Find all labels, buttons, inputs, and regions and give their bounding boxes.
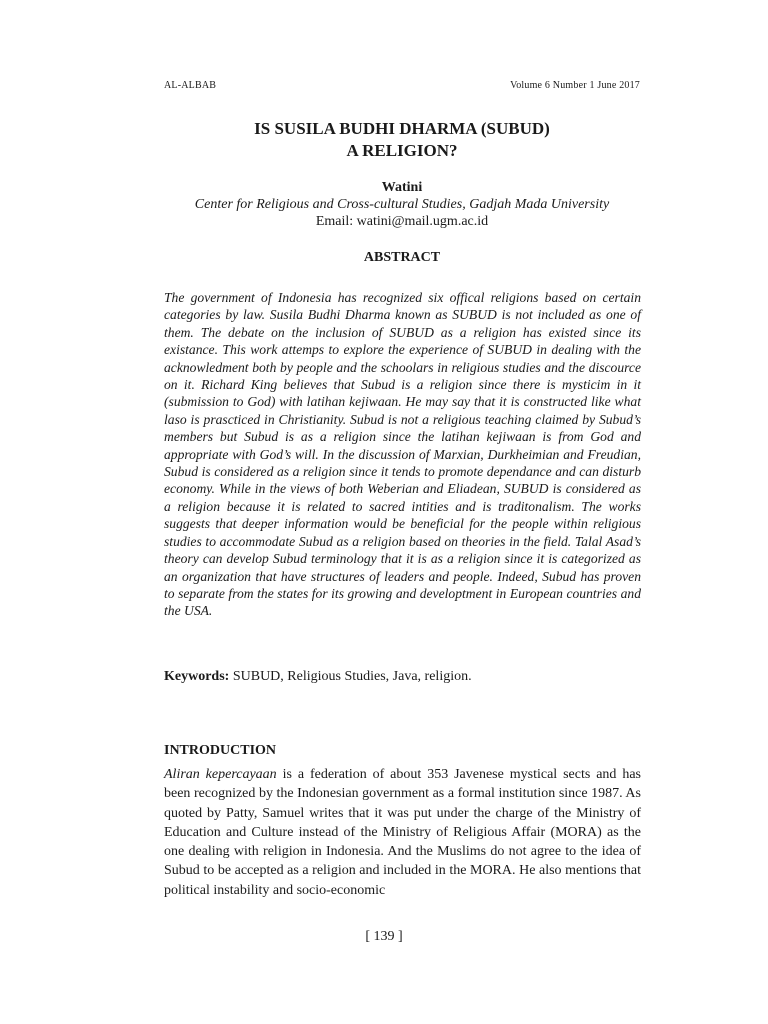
author-email: Email: watini@mail.ugm.ac.id [315,214,489,229]
title-line-1: IS SUSILA BUDHI DHARMA (SUBUD) [254,119,550,138]
author-affiliation: Center for Religious and Cross-cultural Studies, Gadjah Mada University [194,197,610,212]
running-head [164,80,640,91]
introduction-text: is a federation of about 353 Javenese mystical sects and has been recognized by the Indonesian government as a formal institution since 1987. As quoted by Patty, Samuel writes that it was put under the charge of the Ministry of Education and Culture instead of the Ministry of Religious Affair (MORA) as the one dealing with religion in Indonesia. And the Muslims do not agree to the idea of Subud to be accepted as a religion and included in the MORA. He also mentions that political instability and socio-economic [164,767,641,898]
abstract-text: The government of Indonesia has recognized six offical religions based on certain categories by law. Susila Budhi Dharma known as SUBUD is not included as one of them. The debate on the inclusion of SUBUD as a religion has existed since its existance. This work attemps to explore the experience of SUBUD in dealing with the acknowledment both by people and the schoolars in religious studies and the discource on it. Richard King believes that Subud is a religion since there is mysticim in it (submission to God) with latihan kejiwaan. He may say that it is constructed like what laso is prascticed in Christianity. Subud is not a religious teaching claimed by Subud’s members but Subud is as a religion since the latihan kejiwaan is from God and appropriate with God’s will. In the discussion of Marxian, Durkheimian and Freudian, Subud is considered as a religion since it tends to promote dependance and can disturb economy. While in the views of both Weberian and Eliadean, SUBUD is considered as a religion because it is related to sacred intities and is traditonalism. The works suggests that deeper information would be beneficial for the people within religious studies to accommodate Subud as a religion based on theories in the field. Talal Asad’s theory can develop Subud terminology that it is as a religion since it is categorized as an organization that have structures of leaders and people. Indeed, Subud has proven to separate from the states for its growing and developtment in European countries and the USA. [164,290,641,619]
article-title [164,118,640,162]
abstract-heading: ABSTRACT [363,250,441,265]
page-number: [ 139 ] [365,929,403,944]
keywords [164,669,640,685]
author-block [164,179,640,230]
introduction-heading: INTRODUCTION [164,743,277,758]
author-name: Watini [381,180,423,195]
introduction-lead-term: Aliran kepercayaan [164,767,277,782]
issue-info: Volume 6 Number 1 June 2017 [510,80,640,91]
keywords-list: SUBUD, Religious Studies, Java, religion. [229,669,472,684]
introduction-paragraph [164,765,641,900]
journal-name: AL-ALBAB [164,80,217,91]
title-line-2: A RELIGION? [346,141,458,160]
keywords-label: Keywords: [164,669,230,684]
